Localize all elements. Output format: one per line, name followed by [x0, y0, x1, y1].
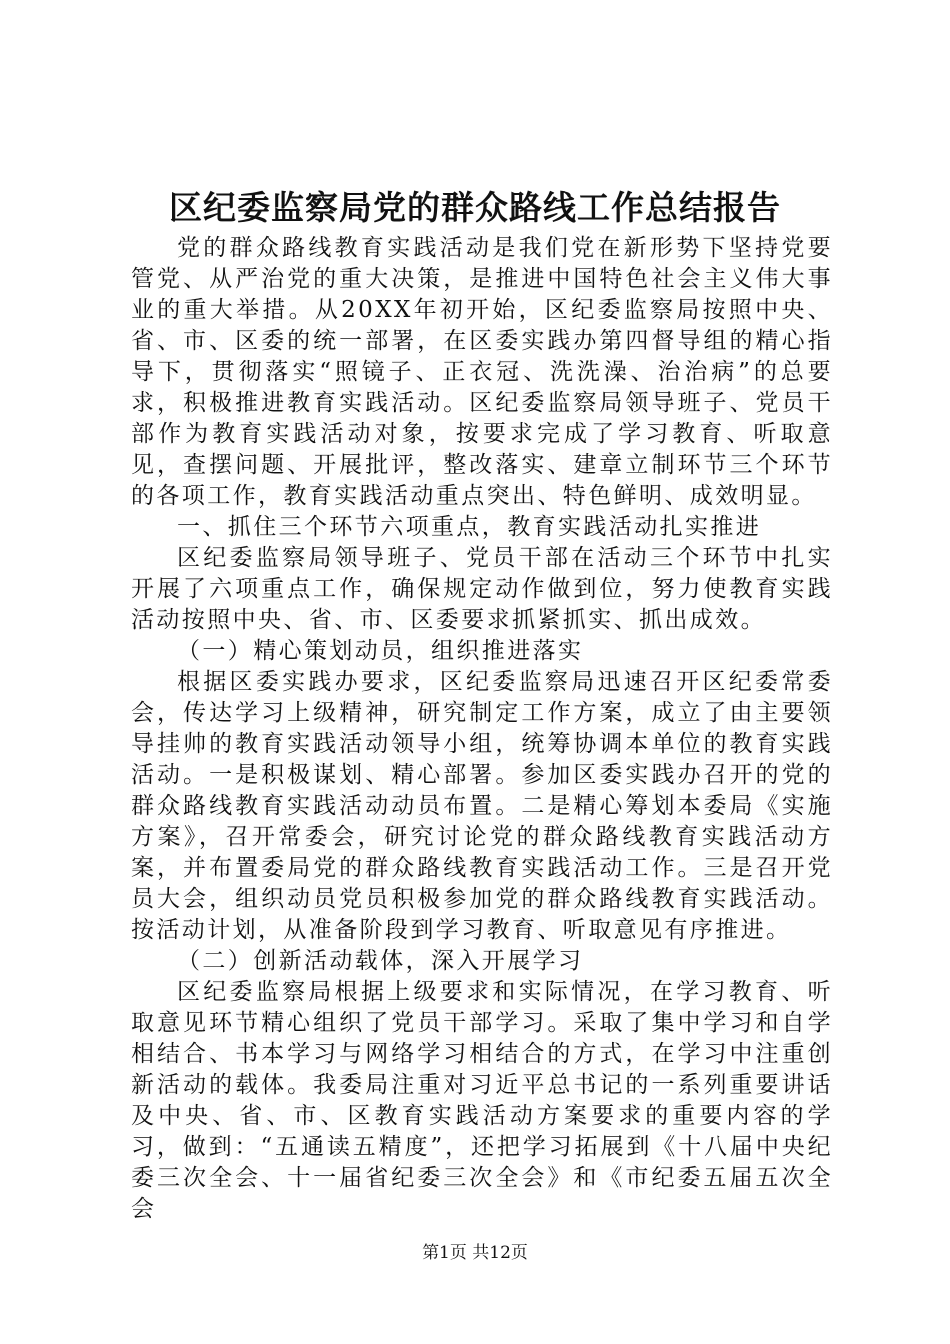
page-number-label: 第1页 共12页 — [422, 1243, 528, 1263]
intro-paragraph: 党的群众路线教育实践活动是我们党在新形势下坚持党要管党、从严治党的重大决策，是推进中国特色社会主义伟大事业的重大举措。从20XX年初开始，区纪委监察局按照中央、省、市、区委的统一部署，在区委实践办第四督导组的精心指导下，贯彻落实“照镜子、正衣冠、洗洗澡、治治病”的总要求，积极推进教育实践活动。区纪委监察局领导班子、党员干部作为教育实践活动对象，按要求完成了学习教育、听取意见，查摆问题、开展批评，整改落实、建章立制环节三个环节的各项工作，教育实践活动重点突出、特色鲜明、成效明显。 — [131, 235, 833, 509]
document-body — [131, 233, 833, 1225]
subsection-1-paragraph: 根据区委实践办要求，区纪委监察局迅速召开区纪委常委会，传达学习上级精神，研究制定工作方案，成立了由主要领导挂帅的教育实践活动领导小组，统筹协调本单位的教育实践活动。一是积极谋划、精心部署。参加区委实践办召开的党的群众路线教育实践活动动员布置。二是精心筹划本委局《实施方案》，召开常委会，研究讨论党的群众路线教育实践活动方案，并布置委局党的群众路线教育实践活动工作。三是召开党员大会，组织动员党员积极参加党的群众路线教育实践活动。按活动计划，从准备阶段到学习教育、听取意见有序推进。 — [131, 669, 833, 943]
subsection-2-paragraph: 区纪委监察局根据上级要求和实际情况，在学习教育、听取意见环节精心组织了党员干部学习。采取了集中学习和自学相结合、书本学习与网络学习相结合的方式，在学习中注重创新活动的载体。我委局注重对习近平总书记的一系列重要讲话及中央、省、市、区教育实践活动方案要求的重要内容的学习，做到：“五通读五精度”，还把学习拓展到《十八届中央纪委三次全会、十一届省纪委三次全会》和《市纪委五届五次全会 — [131, 979, 833, 1222]
section-1-paragraph: 区纪委监察局领导班子、党员干部在活动三个环节中扎实开展了六项重点工作，确保规定动作做到位，努力使教育实践活动按照中央、省、市、区委要求抓紧抓实、抓出成效。 — [131, 545, 833, 633]
subsection-heading-2: （二）创新活动载体，深入开展学习 — [177, 948, 584, 974]
page-footer — [0, 1241, 950, 1265]
document-title: 区纪委监察局党的群众路线工作总结报告 — [169, 188, 781, 227]
subsection-heading-1: （一）精心策划动员，组织推进落实 — [177, 638, 584, 664]
section-heading-1: 一、抓住三个环节六项重点，教育实践活动扎实推进 — [177, 514, 762, 540]
